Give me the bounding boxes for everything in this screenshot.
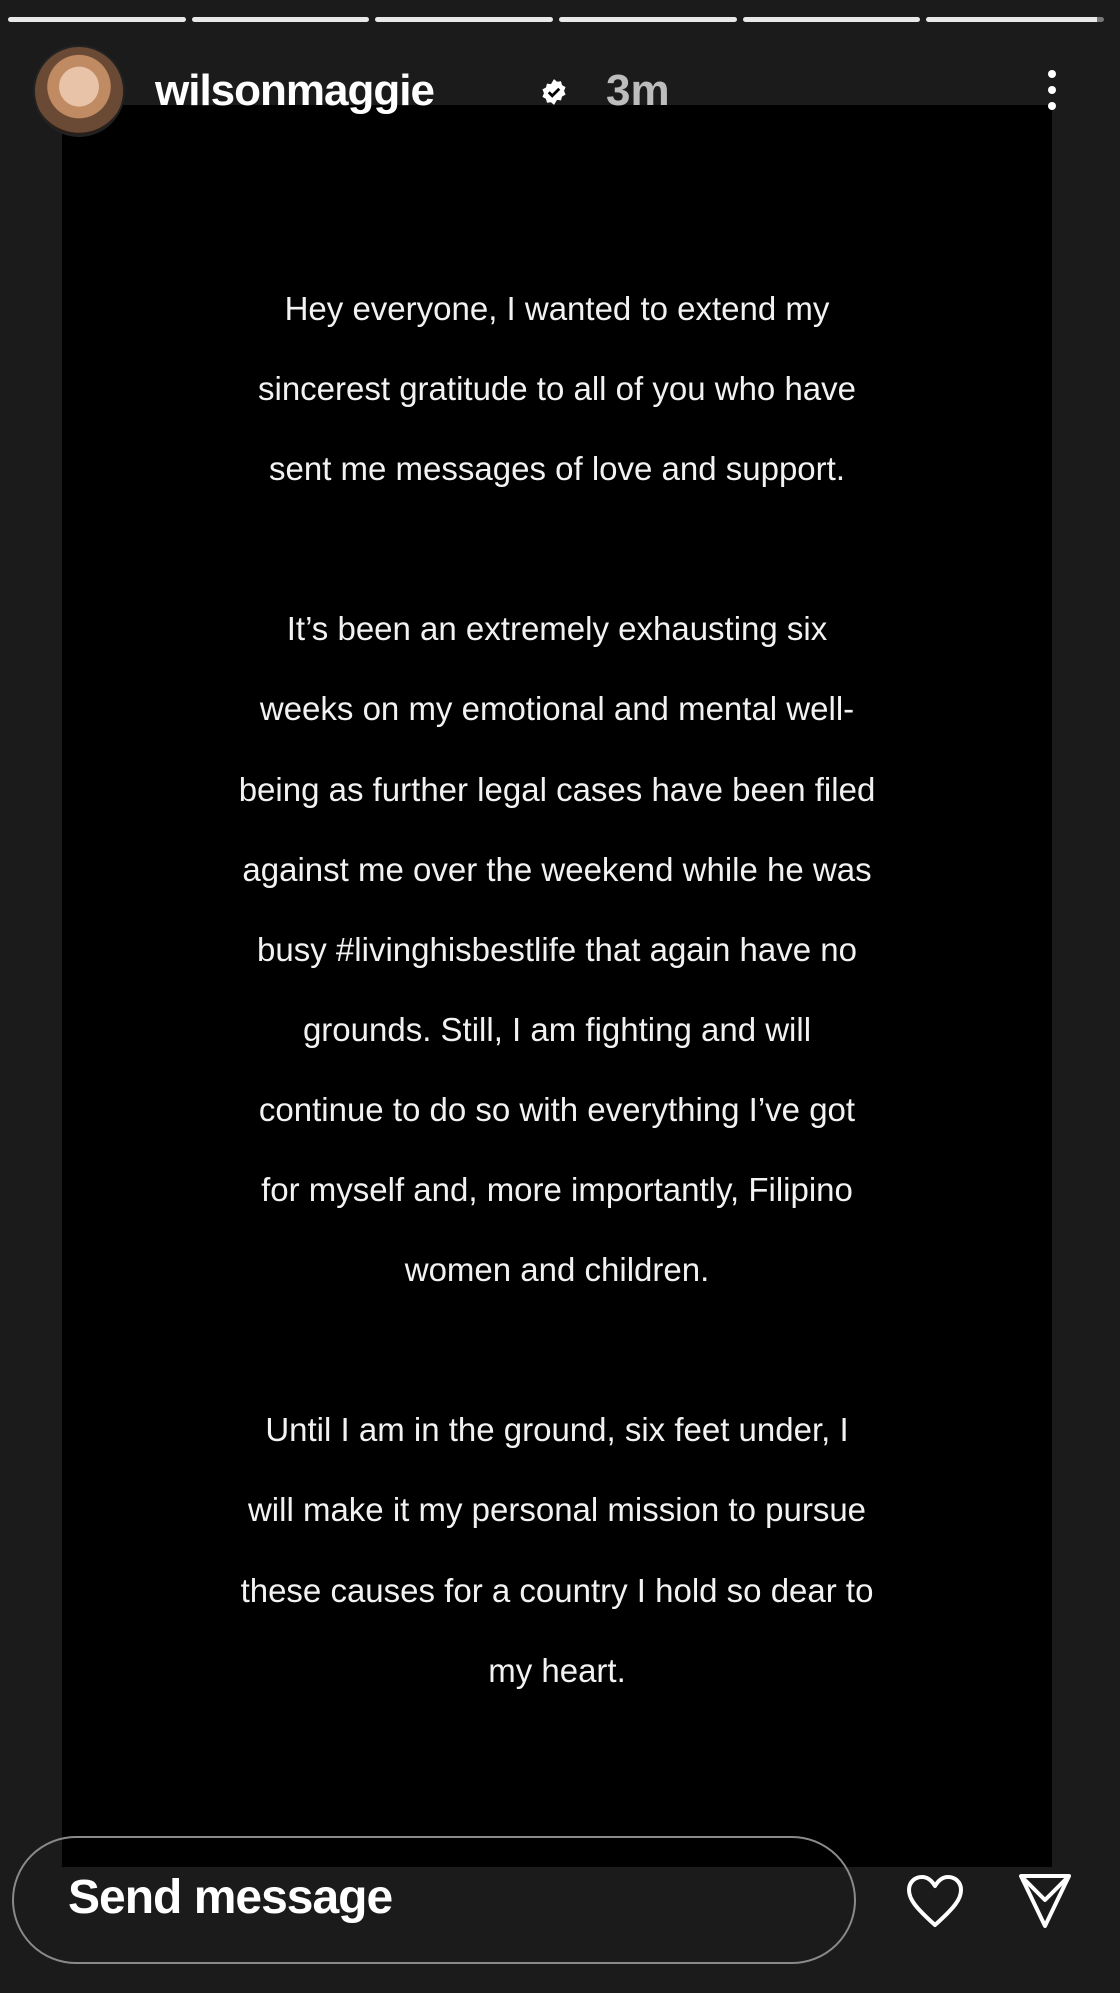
story-text-line: sent me messages of love and support. [269,450,845,488]
story-text-line: against me over the weekend while he was [242,850,872,888]
send-message-placeholder: Send message [68,1871,393,1924]
send-message-input[interactable] [12,1836,856,1964]
story-text-line: women and children. [404,1251,710,1289]
progress-segment-current [926,17,1104,22]
story-progress-bar [8,17,1104,22]
story-text-line: these causes for a country I hold so dear to [240,1571,874,1609]
story-text-line: It’s been an extremely exhausting six [286,610,828,648]
progress-segment [375,17,553,22]
story-text-line: being as further legal cases have been filed [238,770,876,808]
story-text-line: Hey everyone, I wanted to extend my [284,290,830,327]
story-text-line: for myself and, more importantly, Filipino [261,1171,853,1209]
paragraph-gap [62,1310,1052,1390]
verified-badge-icon [540,78,568,106]
story-text-line: grounds. Still, I am fighting and will [302,1010,812,1048]
progress-segment [8,17,186,22]
progress-segment [559,17,737,22]
paragraph-gap [62,509,1052,589]
story-text [62,269,1052,1711]
username[interactable]: wilsonmaggie [155,66,434,115]
more-options-icon[interactable] [1046,68,1058,112]
story-text-line: will make it my personal mission to pursue [247,1491,867,1529]
heart-icon[interactable] [905,1873,965,1929]
story-text-line: weeks on my emotional and mental well- [259,690,855,728]
avatar[interactable] [33,45,125,137]
story-text-line: sincerest gratitude to all of you who have [257,370,856,408]
story-text-line: Until I am in the ground, six feet under, I [265,1411,849,1449]
story-text-line: my heart. [488,1651,626,1689]
story-text-line: busy #livinghisbestlife that again have no [257,930,857,968]
story-text-line: continue to do so with everything I’ve got [258,1090,856,1128]
progress-segment [192,17,370,22]
post-time: 3m [606,66,670,115]
progress-segment [743,17,921,22]
send-direct-icon[interactable] [1015,1870,1075,1930]
